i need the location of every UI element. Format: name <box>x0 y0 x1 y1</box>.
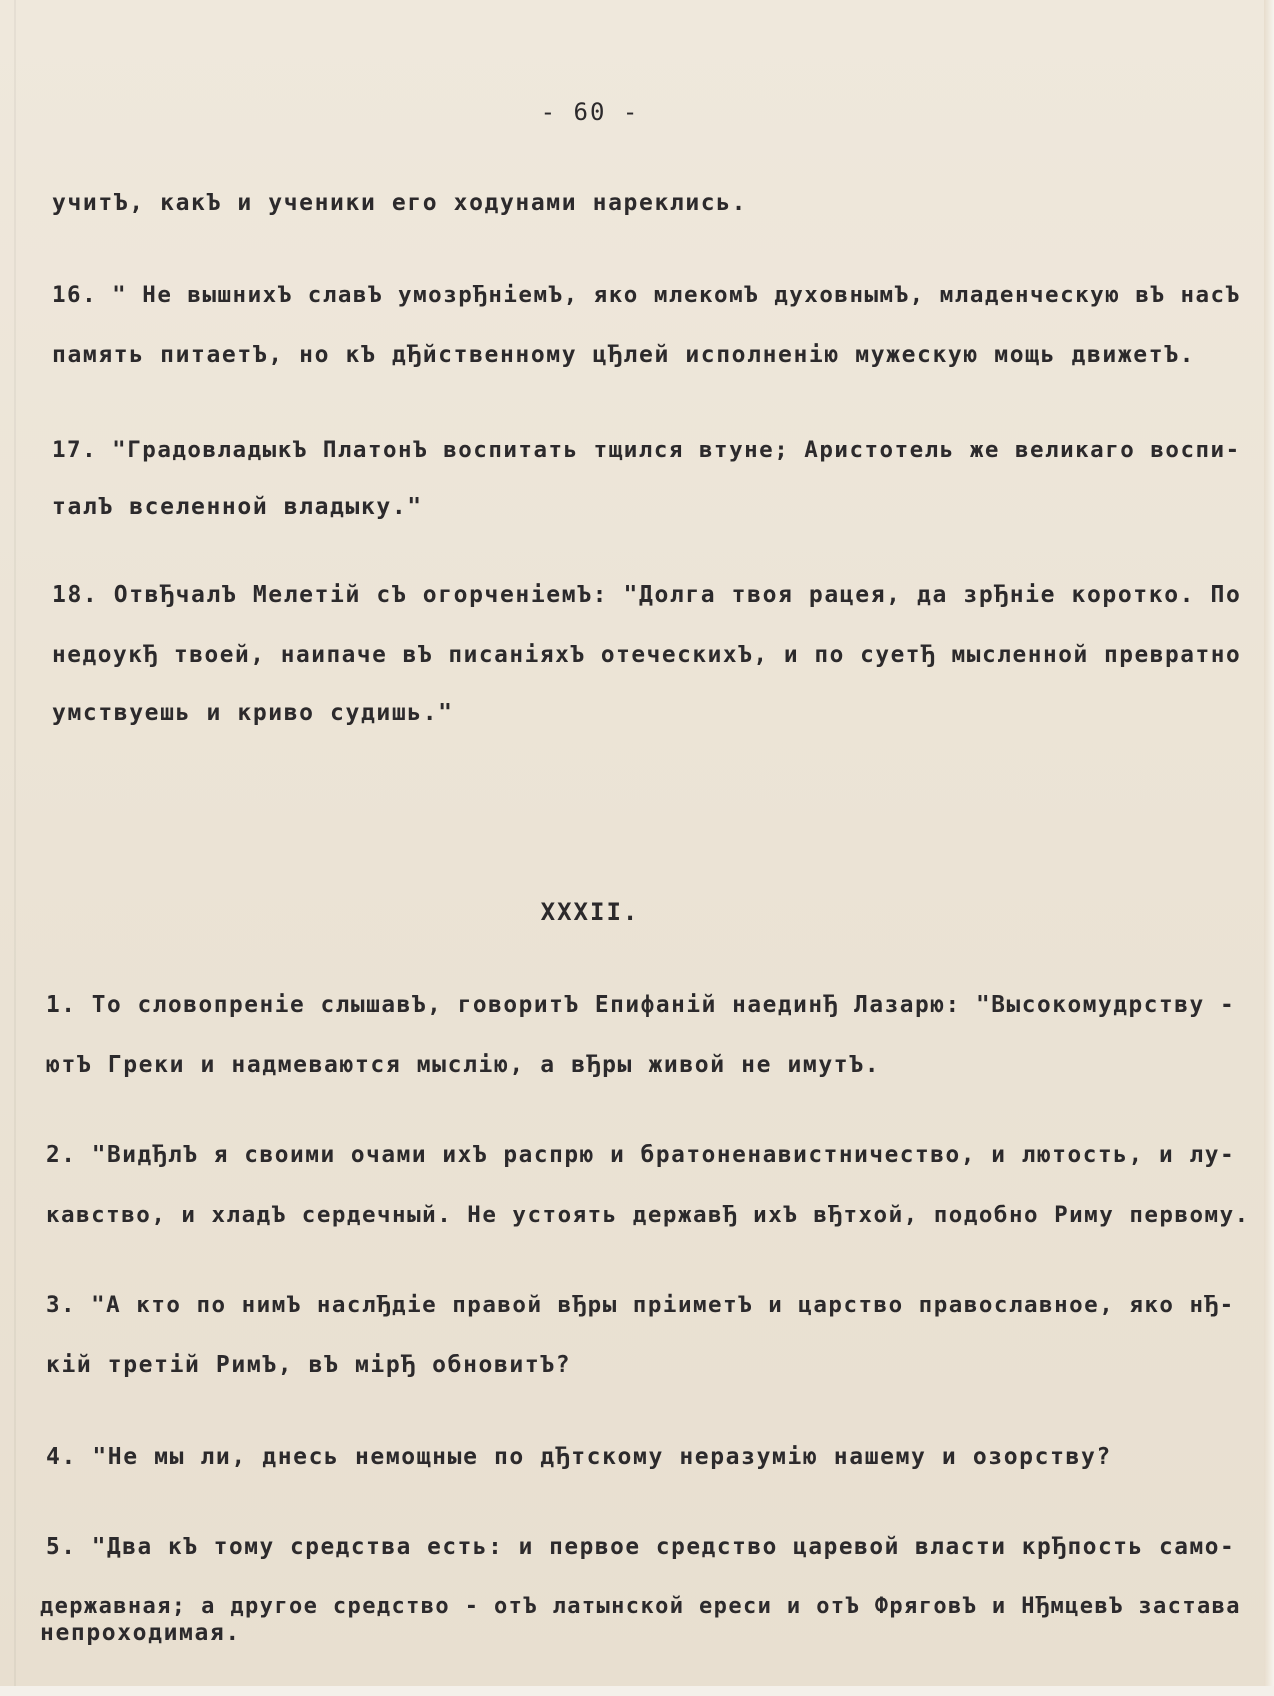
page-fold-shadow <box>14 0 16 1696</box>
text-line: 1. То словопренiе слышавЪ, говоритЪ Епифанiй наединЂ Лазарю: "Высокомудрству - <box>46 992 1236 1018</box>
text-line: учитЪ, какЪ и ученики его ходунами нареклись. <box>52 190 748 216</box>
text-line: державная; а другое средство - отЪ латынской ереси и отЪ ФряговЪ и НЂмцевЪ застава <box>40 1594 1241 1619</box>
text-line: 5. "Два кЪ тому средства есть: и первое средство царевой власти крЂпость само- <box>46 1534 1236 1560</box>
text-line: 4. "Не мы ли, днесь немощные по дЂтскому неразумiю нашему и озорству? <box>46 1444 1112 1470</box>
text-line: кiй третiй РимЪ, вЪ мiрЂ обновитЪ? <box>46 1352 572 1378</box>
text-line: непроходимая. <box>40 1620 241 1646</box>
text-line: кавство, и хладЪ сердечный. Не устоять державЂ ихЪ вЂтхой, подобно Риму первому. <box>46 1202 1250 1228</box>
page-edge-right <box>1264 0 1274 1696</box>
text-line: память питаетЪ, но кЪ дЂйственному цЂлей исполненiю мужескую мощь движетЪ. <box>52 342 1196 368</box>
text-line: умствуешь и криво судишь." <box>52 700 454 726</box>
text-line: 2. "ВидЂлЪ я своими очами ихЪ распрю и братоненавистничество, и лютость, и лу- <box>46 1142 1236 1168</box>
text-line: 18. ОтвЂчалЪ Мелетiй сЪ огорченiемЪ: "Долга твоя рацея, да зрЂнiе коротко. По <box>52 582 1242 608</box>
text-line: 3. "А кто по нимЪ наслЂдiе правой вЂры прiиметЪ и царство православное, яко нЂ- <box>46 1292 1235 1318</box>
text-line: недоукЂ твоей, наипаче вЪ писанiяхЪ отеческихЪ, и по суетЂ мысленной превратно <box>52 642 1242 668</box>
page-edge-bottom <box>0 1686 1274 1696</box>
text-line: ютЪ Греки и надмеваются мыслiю, а вЂры живой не имутЪ. <box>46 1052 881 1078</box>
page-number: - 60 - <box>540 98 640 126</box>
text-line: 17. "ГрадовладыкЪ ПлатонЪ воспитать тщился втуне; Аристотель же великаго воспи- <box>52 437 1241 463</box>
section-heading: XXXII. <box>540 898 640 926</box>
text-line: 16. " Не вышнихЪ славЪ умозрЂнiемЪ, яко млекомЪ духовнымЪ, младенческую вЪ насЪ <box>52 282 1241 308</box>
text-line: талЪ вселенной владыку." <box>52 494 423 520</box>
